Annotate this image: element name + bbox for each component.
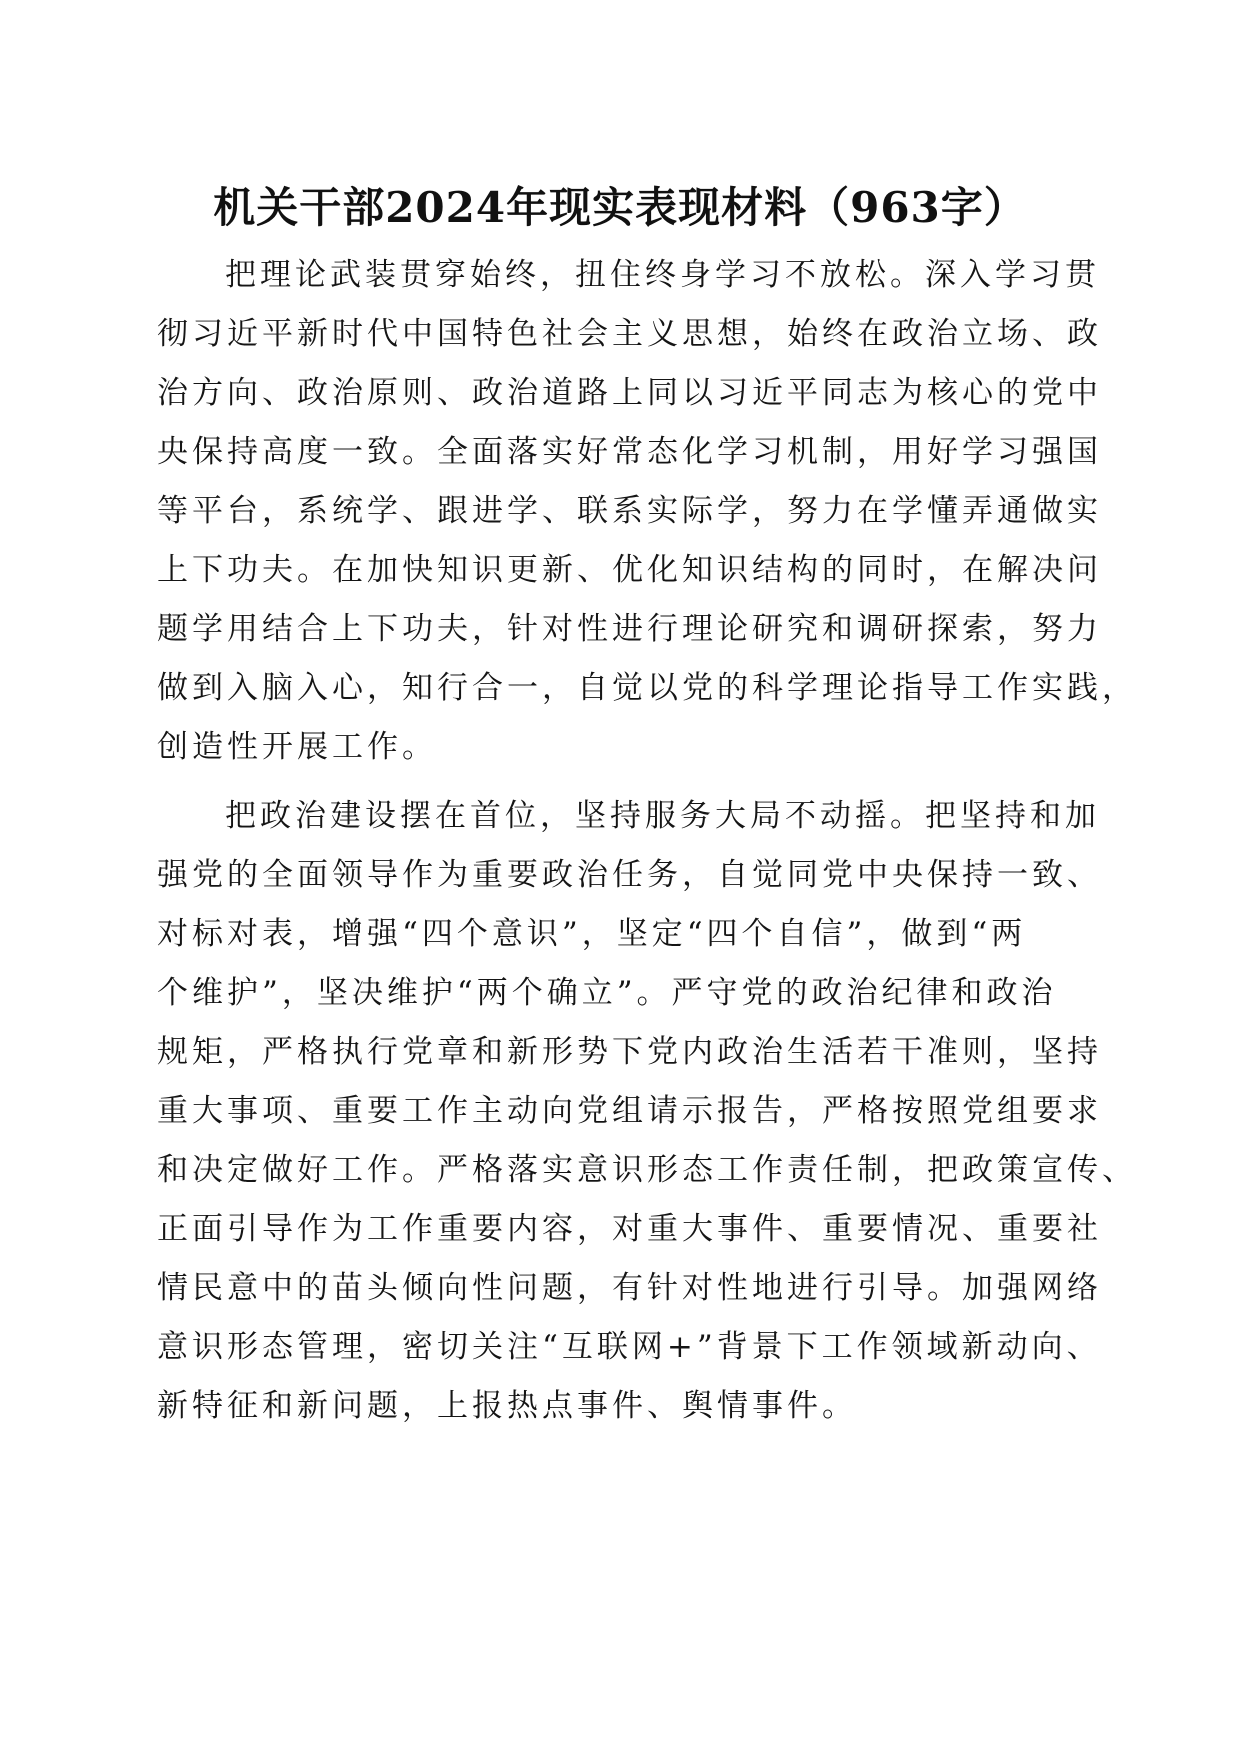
paragraph-line: 央保持高度一致。全面落实好常态化学习机制，用好学习强国	[157, 434, 1102, 470]
paragraph-line: 对标对表，增强“四个意识”，坚定“四个自信”，做到“两	[157, 916, 1027, 952]
paragraph-line: 做到入脑入心，知行合一，自觉以党的科学理论指导工作实践，	[157, 670, 1137, 706]
paragraph-line: 正面引导作为工作重要内容，对重大事件、重要情况、重要社	[157, 1211, 1102, 1247]
paragraph-line: 彻习近平新时代中国特色社会主义思想，始终在政治立场、政	[157, 316, 1102, 352]
paragraph-line: 重大事项、重要工作主动向党组请示报告，严格按照党组要求	[157, 1093, 1102, 1129]
paragraph-1	[157, 246, 1137, 777]
paragraph-2	[157, 787, 1137, 1436]
paragraph-line: 题学用结合上下功夫，针对性进行理论研究和调研探索，努力	[157, 611, 1102, 647]
paragraph-line: 规矩，严格执行党章和新形势下党内政治生活若干准则，坚持	[157, 1034, 1102, 1070]
paragraph-line: 个维护”，坚决维护“两个确立”。严守党的政治纪律和政治	[157, 975, 1057, 1011]
paragraph-line: 情民意中的苗头倾向性问题，有针对性地进行引导。加强网络	[157, 1270, 1102, 1306]
paragraph-line: 和决定做好工作。严格落实意识形态工作责任制，把政策宣传、	[157, 1152, 1137, 1188]
document-title: 机关干部2024年现实表现材料（963字）	[213, 183, 1027, 232]
paragraph-line: 意识形态管理，密切关注“互联网+”背景下工作领域新动向、	[157, 1329, 1102, 1365]
document-body	[157, 246, 1137, 1446]
paragraph-line: 治方向、政治原则、政治道路上同以习近平同志为核心的党中	[157, 375, 1102, 411]
paragraph-line: 新特征和新问题，上报热点事件、舆情事件。	[157, 1388, 857, 1424]
paragraph-line: 等平台，系统学、跟进学、联系实际学，努力在学懂弄通做实	[157, 493, 1102, 529]
paragraph-line: 强党的全面领导作为重要政治任务，自觉同党中央保持一致、	[157, 857, 1102, 893]
paragraph-line: 把政治建设摆在首位，坚持服务大局不动摇。把坚持和加	[225, 798, 1100, 834]
paragraph-line: 把理论武装贯穿始终，扭住终身学习不放松。深入学习贯	[225, 257, 1100, 293]
paragraph-line: 创造性开展工作。	[157, 729, 437, 765]
paragraph-line: 上下功夫。在加快知识更新、优化知识结构的同时，在解决问	[157, 552, 1102, 588]
